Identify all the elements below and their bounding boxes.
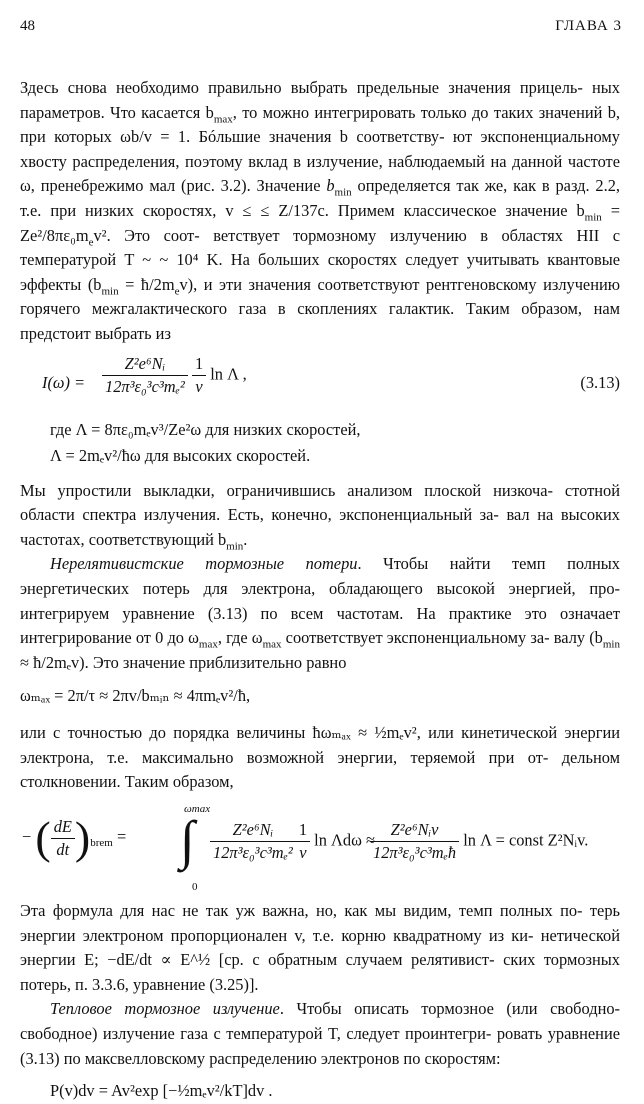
paragraph-4: или с точностью до порядка величины ħωₘₐₓ ≈ ½mₑv², или кинетической энергии электрона, т.е. максимально возможной энергии, теряемой при от- дельном столкновении. Таким образом,	[20, 723, 620, 792]
equation-number: (3.13)	[580, 372, 620, 392]
equation-brem-losses: − ( $\frac{dE}{dt}$ )$_{brem}$ = ωmax ∫ 0 $\frac{\text{Z²e⁶Nᵢ}}{\text{12π³ε₀³c³mₑ²}}$ $\frac{1}{v}$ ln Λdω ≈ $\frac{\text{Z²e⁶Nᵢv}}{\text{12π³ε₀³c³mₑħ}}$ ln Λ = const Z²Nᵢv.	[22, 803, 589, 894]
page-number: 48	[20, 18, 35, 34]
paragraph-3: Нерелятивистские тормозные потери. Чтобы найти темп полных энергетических потерь для электрона, обладающего высокой энергией, про- интегрируем уравнение (3.13) по всем частотам. На практике это означает интегрирование от 0 до $\omega_{max}$, где $\omega_{max}$ соответствует экспоненциальному за- валу ($b_{min}$ ≈ ħ/2mₑv). Это значение приблизительно равно	[20, 554, 620, 672]
paragraph-1: Здесь снова необходимо правильно выбрать предельные значения прицель- ных параметров. Что касается $b_{max}$, то можно интегрировать только до таких значений b, при которых ωb/v = 1. Бóльшие значения b соответству- ют экспоненциальному хвосту распределения, поэтому вклад в излучение, наблюдаемый на данной частоте ω, пренебрежимо мал (рис. 3.2). Значение $b_{min}$ определяется так же, как в разд. 2.2, т.е. при низких скоростях, v ≤ ≤ Z/137c. Примем классическое значение $b_{min} = Ze^2/8\pi\varepsilon_0m_ev^2$. Это соот- ветствует тормозному излучению в областях HII с температурой T ~ ~ 10⁴ K. На больших скоростях следует учитывать квантовые эффекты ($b_{min}$ = $ħ/2m_ev$), и эти значения соответствуют рентгеновскому излучению горячего межгалактического газа в скоплениях галактик. Таким образом, нам предстоит выбрать из	[20, 78, 620, 343]
equation-maxwell: P(v)dv = Av²exp [−½mₑv²/kT]dv .	[50, 1081, 273, 1101]
chapter-title: ГЛАВА 3	[555, 18, 622, 34]
paragraph-2: Мы упростили выкладки, ограничившись анализом плоской низкоча- стотной области спектра излучения. Есть, конечно, экспоненциальный за- вал на высоких частотах, соответствующий $b_{min}$.	[20, 480, 620, 552]
page-body	[20, 76, 620, 1104]
paragraph-5: Эта формула для нас не так уж важна, но, как мы видим, темп полных по- терь энергии электроном пропорционален v, т.е. корню квадратному из ки- нетической энергии E; −dE/dt ∝ E^½ [ср. с обратным случаем релятивист- ских тормозных потерь, п. 3.3.6, уравнение (3.25)].	[20, 901, 620, 994]
section-title: Тепловое тормозное излучение	[50, 999, 280, 1019]
page-header	[20, 18, 622, 40]
paragraph-6: Тепловое тормозное излучение. Чтобы описать тормозное (или свободно-свободное) излучение газа с температурой T, следует проинтегри- ровать уравнение (3.13) по максвелловскому распределению электронов по скоростям:	[20, 999, 621, 1068]
integral-sign: ∫	[180, 810, 195, 871]
section-title: Нерелятивистские тормозные потери	[50, 554, 358, 574]
equation-omega-max: ωₘₐₓ = 2π/τ ≈ 2πv/bₘᵢₙ ≈ 4πmₑv²/ħ,	[20, 686, 251, 706]
definitions: где Λ = 8πε₀mₑv³/Ze²ω для низких скоростей, Λ = 2mₑv²/ħω для высоких скоростей.	[50, 419, 361, 465]
equation-3-13: I(ω) = $\frac{\text{Z²e⁶Nᵢ}}{\text{12π³ε₀³c³mₑ²}}$ $\frac{1}{v}$ ln Λ , (3.13)	[42, 353, 620, 396]
